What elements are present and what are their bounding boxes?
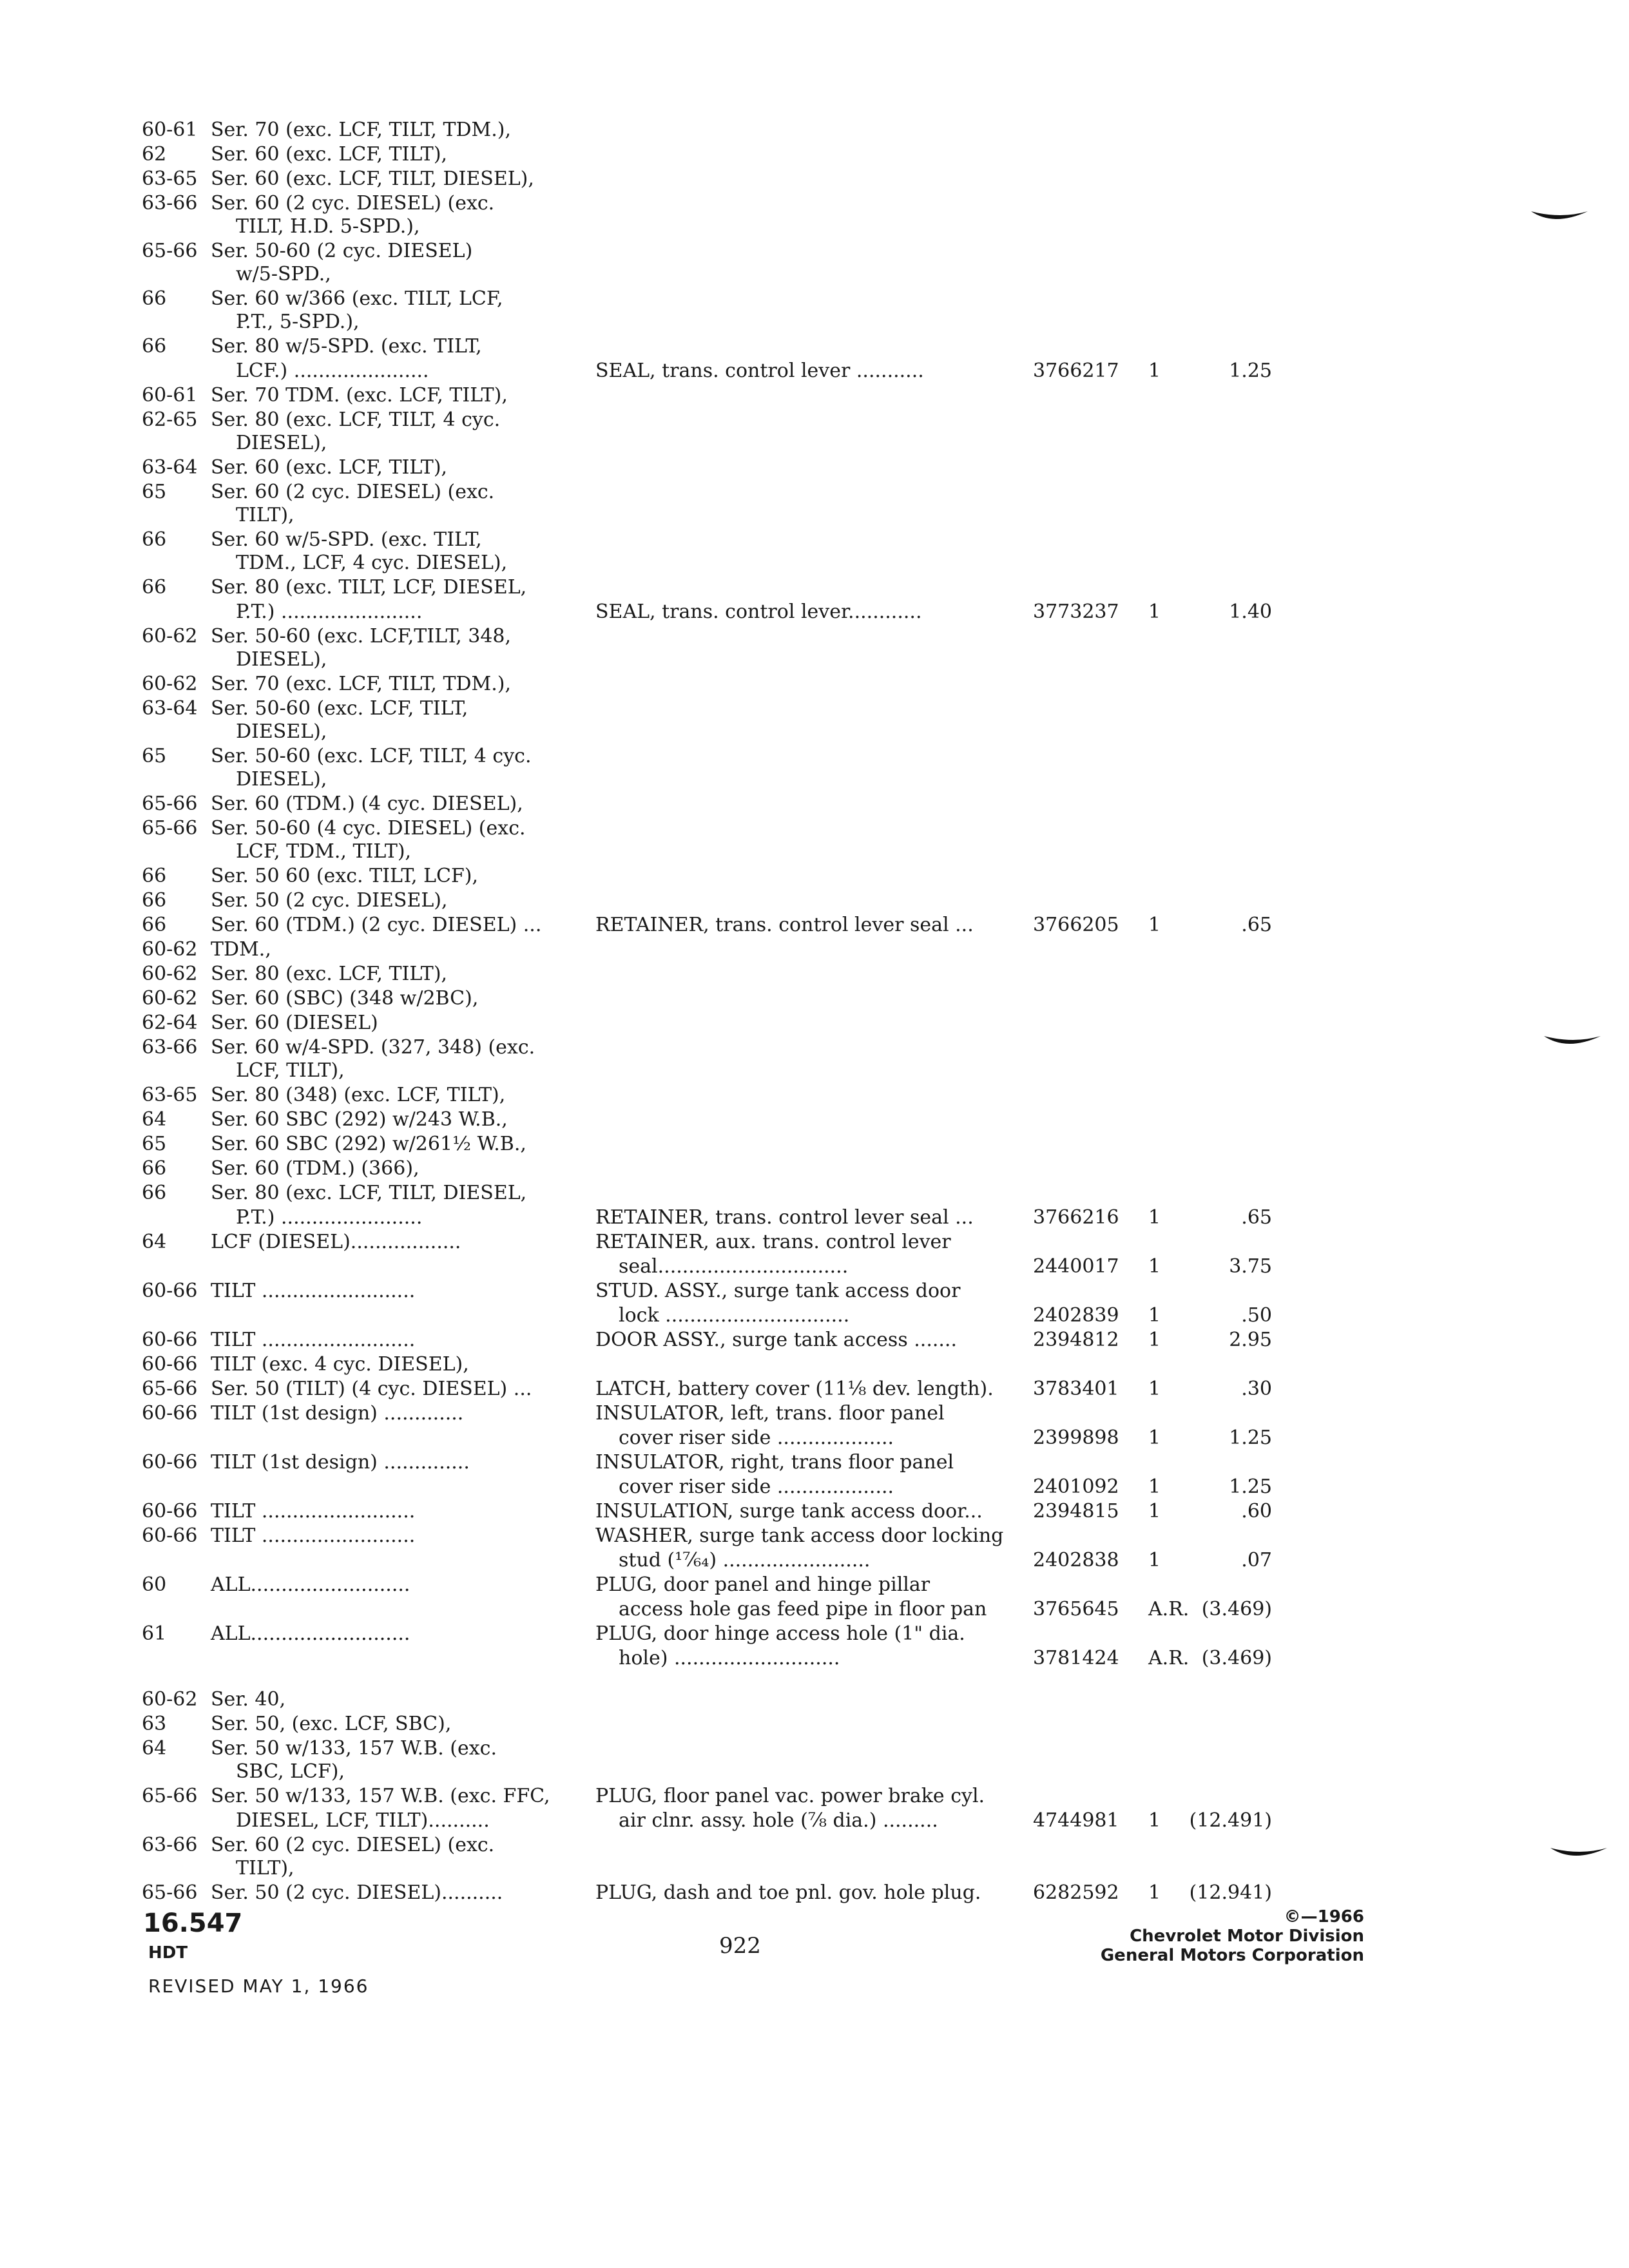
model-year: 66 [142,889,167,912]
model-year: 62 [142,143,167,166]
application: Ser. 60 (2 cyc. DIESEL) (exc. [211,192,495,215]
part-description: DOOR ASSY., surge tank access ....... [595,1329,958,1351]
application-continued: SBC, LCF), [236,1760,345,1783]
application: Ser. 60 (2 cyc. DIESEL) (exc. [211,481,495,503]
model-year: 66 [142,914,167,936]
part-number: 2399898 [1033,1427,1119,1449]
quantity: 1 [1148,914,1161,936]
application: TILT ......................... [211,1500,416,1523]
model-year: 61 [142,1622,167,1645]
application: Ser. 50 (2 cyc. DIESEL).......... [211,1881,503,1904]
price: 1.25 [1229,1427,1272,1449]
price: .65 [1241,914,1272,936]
quantity: 1 [1148,601,1161,623]
application-continued: TILT), [236,1857,294,1879]
application: TILT ......................... [211,1329,416,1351]
model-year: 66 [142,865,167,887]
application: Ser. 50-60 (2 cyc. DIESEL) [211,240,473,262]
model-year: 60-61 [142,384,198,407]
model-year: 60-66 [142,1329,198,1351]
part-number: 3765645 [1033,1598,1119,1620]
part-number: 3781424 [1033,1647,1119,1669]
page-number: 922 [719,1933,761,1959]
application: Ser. 50 (TILT) (4 cyc. DIESEL) ... [211,1378,532,1400]
quantity: 1 [1148,1500,1161,1523]
model-year: 60-62 [142,625,198,648]
application-continued: TILT), [236,504,294,526]
model-year: 66 [142,335,167,358]
section-code: HDT [148,1943,188,1963]
quantity: 1 [1148,1427,1161,1449]
model-year: 65-66 [142,1881,198,1904]
application: Ser. 70 (exc. LCF, TILT, TDM.), [211,119,512,141]
application: Ser. 80 w/5-SPD. (exc. TILT, [211,335,482,358]
application-continued: TILT, H.D. 5-SPD.), [236,215,420,238]
quantity: 1 [1148,360,1161,382]
division-name: Chevrolet Motor Division [1130,1927,1364,1946]
model-year: 65 [142,1133,167,1155]
part-description: INSULATOR, left, trans. floor panel [595,1402,945,1425]
part-description-continued: air clnr. assy. hole (⅞ dia.) ......... [619,1809,938,1832]
part-description: INSULATOR, right, trans floor panel [595,1451,954,1474]
application-continued: P.T.) ....................... [236,601,423,623]
application: TILT (exc. 4 cyc. DIESEL), [211,1353,469,1376]
price: 1.25 [1229,360,1272,382]
price: .50 [1241,1304,1272,1327]
application-continued: DIESEL), [236,648,327,671]
model-year: 60-62 [142,1688,198,1711]
part-number: 3783401 [1033,1378,1119,1400]
price: (12.491) [1189,1809,1272,1832]
application: TILT ......................... [211,1524,416,1547]
part-description: RETAINER, trans. control lever seal ... [595,1206,974,1229]
quantity: A.R. [1148,1598,1190,1620]
model-year: 60-66 [142,1451,198,1474]
price: (12.941) [1189,1881,1272,1904]
application-continued: TDM., LCF, 4 cyc. DIESEL), [236,552,508,574]
application: Ser. 40, [211,1688,286,1711]
application: Ser. 60 (2 cyc. DIESEL) (exc. [211,1834,495,1856]
model-year: 65-66 [142,240,198,262]
application: Ser. 60 (exc. LCF, TILT, DIESEL), [211,168,534,190]
application: Ser. 60 w/4-SPD. (327, 348) (exc. [211,1036,535,1059]
application: Ser. 60 SBC (292) w/243 W.B., [211,1108,508,1131]
model-year: 63-66 [142,1036,198,1059]
application: ALL.......................... [211,1573,410,1596]
model-year: 65-66 [142,793,198,815]
model-year: 60-61 [142,119,198,141]
part-description: SEAL, trans. control lever ........... [595,360,924,382]
application-continued: DIESEL), [236,720,327,743]
part-number: 2440017 [1033,1255,1119,1278]
model-year: 60-62 [142,673,198,695]
application-continued: LCF, TDM., TILT), [236,840,412,863]
part-number: 2394812 [1033,1329,1119,1351]
part-description: RETAINER, trans. control lever seal ... [595,914,974,936]
part-description: INSULATION, surge tank access door... [595,1500,983,1523]
model-year: 63-65 [142,168,198,190]
application: Ser. 60 (TDM.) (2 cyc. DIESEL) ... [211,914,542,936]
model-year: 60-66 [142,1280,198,1302]
application: ALL.......................... [211,1622,410,1645]
price: 2.95 [1229,1329,1272,1351]
binder-hole-mark [1548,1841,1612,1867]
application: Ser. 50-60 (exc. LCF, TILT, [211,697,468,720]
application: Ser. 50 w/133, 157 W.B. (exc. FFC, [211,1785,550,1807]
application: Ser. 80 (exc. LCF, TILT, DIESEL, [211,1182,527,1204]
part-description: PLUG, floor panel vac. power brake cyl. [595,1785,985,1807]
model-year: 60-62 [142,963,198,985]
quantity: 1 [1148,1255,1161,1278]
application: TILT ......................... [211,1280,416,1302]
application-continued: DIESEL, LCF, TILT).......... [236,1809,490,1832]
application: Ser. 80 (exc. LCF, TILT), [211,963,448,985]
application-continued: P.T.) ....................... [236,1206,423,1229]
application: Ser. 50, (exc. LCF, SBC), [211,1713,452,1735]
price: (3.469) [1201,1598,1272,1620]
application: Ser. 60 w/366 (exc. TILT, LCF, [211,287,503,310]
reference-number: 16.547 [143,1908,243,1938]
application: TDM., [211,938,271,961]
part-description: PLUG, door hinge access hole (1" dia. [595,1622,965,1645]
model-year: 66 [142,576,167,599]
model-year: 63 [142,1713,167,1735]
model-year: 66 [142,1182,167,1204]
application: Ser. 70 (exc. LCF, TILT, TDM.), [211,673,512,695]
part-description-continued: cover riser side ................... [619,1427,894,1449]
part-number: 3766217 [1033,360,1119,382]
part-description-continued: access hole gas feed pipe in floor pan [619,1598,987,1620]
part-number: 2402838 [1033,1549,1119,1571]
application: Ser. 60 w/5-SPD. (exc. TILT, [211,528,482,551]
part-description-continued: hole) ........................... [619,1647,840,1669]
model-year: 63-65 [142,1084,198,1106]
model-year: 64 [142,1108,167,1131]
application: Ser. 50 60 (exc. TILT, LCF), [211,865,479,887]
application-continued: LCF.) ...................... [236,360,429,382]
part-description: SEAL, trans. control lever............ [595,601,922,623]
model-year: 66 [142,1157,167,1180]
quantity: 1 [1148,1329,1161,1351]
application: LCF (DIESEL).................. [211,1231,461,1253]
model-year: 64 [142,1737,167,1760]
part-number: 3766205 [1033,914,1119,936]
price: (3.469) [1201,1647,1272,1669]
application: Ser. 80 (exc. LCF, TILT, 4 cyc. [211,408,501,431]
part-number: 3766216 [1033,1206,1119,1229]
model-year: 60 [142,1573,167,1596]
part-description-continued: lock .............................. [619,1304,850,1327]
model-year: 63-66 [142,192,198,215]
quantity: 1 [1148,1549,1161,1571]
copyright-notice: ©—1966 [1284,1907,1364,1927]
application-continued: LCF, TILT), [236,1059,345,1082]
part-description: LATCH, battery cover (11⅛ dev. length). [595,1378,994,1400]
application: Ser. 60 (DIESEL) [211,1012,378,1034]
part-number: 2394815 [1033,1500,1119,1523]
price: .60 [1241,1500,1272,1523]
price: .30 [1241,1378,1272,1400]
application: Ser. 80 (348) (exc. LCF, TILT), [211,1084,506,1106]
model-year: 66 [142,287,167,310]
part-number: 2401092 [1033,1475,1119,1498]
application: Ser. 80 (exc. TILT, LCF, DIESEL, [211,576,527,599]
part-description: STUD. ASSY., surge tank access door [595,1280,961,1302]
model-year: 65-66 [142,1785,198,1807]
part-description-continued: cover riser side ................... [619,1475,894,1498]
application-continued: DIESEL), [236,768,327,791]
price: 3.75 [1229,1255,1272,1278]
model-year: 66 [142,528,167,551]
application: Ser. 70 TDM. (exc. LCF, TILT), [211,384,508,407]
model-year: 63-64 [142,456,198,479]
model-year: 65 [142,745,167,767]
part-description-continued: stud (¹⁷⁄₆₄) ........................ [619,1549,871,1571]
model-year: 60-62 [142,987,198,1010]
part-description: WASHER, surge tank access door locking [595,1524,1004,1547]
quantity: 1 [1148,1881,1161,1904]
application: Ser. 60 SBC (292) w/261½ W.B., [211,1133,526,1155]
application: Ser. 50-60 (exc. LCF, TILT, 4 cyc. [211,745,532,767]
application: Ser. 60 (exc. LCF, TILT), [211,456,448,479]
application: TILT (1st design) .............. [211,1451,470,1474]
quantity: 1 [1148,1809,1161,1832]
model-year: 65 [142,481,167,503]
application: Ser. 60 (TDM.) (366), [211,1157,419,1180]
part-number: 3773237 [1033,601,1119,623]
model-year: 60-66 [142,1402,198,1425]
quantity: 1 [1148,1206,1161,1229]
binder-hole-mark [1541,1030,1606,1055]
corporation-name: General Motors Corporation [1100,1946,1364,1965]
quantity: A.R. [1148,1647,1190,1669]
application: Ser. 50-60 (4 cyc. DIESEL) (exc. [211,817,526,840]
application-continued: w/5-SPD., [236,263,331,285]
model-year: 62-65 [142,408,198,431]
model-year: 63-64 [142,697,198,720]
quantity: 1 [1148,1378,1161,1400]
binder-hole-mark [1528,205,1593,231]
application: Ser. 50 w/133, 157 W.B. (exc. [211,1737,497,1760]
model-year: 64 [142,1231,167,1253]
model-year: 63-66 [142,1834,198,1856]
model-year: 60-62 [142,938,198,961]
price: 1.40 [1229,601,1272,623]
revision-date: REVISED MAY 1, 1966 [148,1975,369,1997]
price: 1.25 [1229,1475,1272,1498]
application-continued: DIESEL), [236,432,327,454]
application-continued: P.T., 5-SPD.), [236,311,360,333]
part-description: PLUG, dash and toe pnl. gov. hole plug. [595,1881,981,1904]
quantity: 1 [1148,1304,1161,1327]
application: Ser. 60 (SBC) (348 w/2BC), [211,987,479,1010]
part-description: PLUG, door panel and hinge pillar [595,1573,930,1596]
model-year: 60-66 [142,1353,198,1376]
price: .07 [1241,1549,1272,1571]
model-year: 65-66 [142,817,198,840]
part-number: 4744981 [1033,1809,1119,1832]
part-number: 6282592 [1033,1881,1119,1904]
quantity: 1 [1148,1475,1161,1498]
application: Ser. 50-60 (exc. LCF,TILT, 348, [211,625,512,648]
application: Ser. 60 (TDM.) (4 cyc. DIESEL), [211,793,523,815]
model-year: 60-66 [142,1500,198,1523]
part-description-continued: seal............................... [619,1255,849,1278]
model-year: 62-64 [142,1012,198,1034]
part-number: 2402839 [1033,1304,1119,1327]
application: TILT (1st design) ............. [211,1402,464,1425]
application: Ser. 50 (2 cyc. DIESEL), [211,889,448,912]
application: Ser. 60 (exc. LCF, TILT), [211,143,448,166]
part-description: RETAINER, aux. trans. control lever [595,1231,951,1253]
price: .65 [1241,1206,1272,1229]
model-year: 65-66 [142,1378,198,1400]
model-year: 60-66 [142,1524,198,1547]
